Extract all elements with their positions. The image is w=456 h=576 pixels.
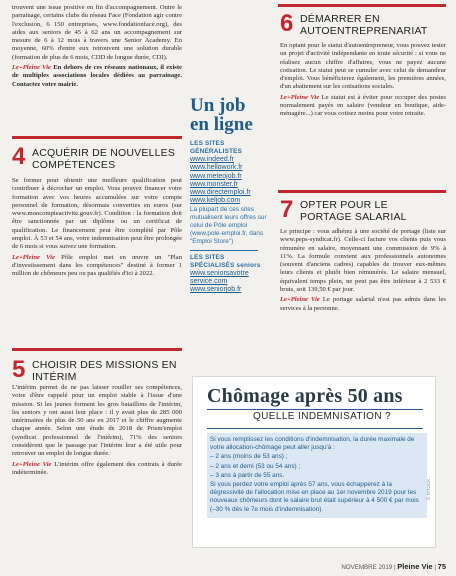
chomage-item: – 2 ans et demi (53 ou 54 ans) ; xyxy=(210,462,301,470)
page-footer xyxy=(341,562,446,571)
section-4-number: 4 xyxy=(12,143,26,170)
site-link-monster[interactable]: www.monster.fr xyxy=(190,180,238,188)
chomage-subtitle: QUELLE INDEMNISATION ? xyxy=(253,411,392,422)
section-5-tip xyxy=(12,461,182,478)
section-7-number: 7 xyxy=(280,196,294,223)
section-6-number: 6 xyxy=(280,10,294,37)
site-link-directemploi[interactable]: www.directemploi.fr xyxy=(190,189,251,197)
specialized-heading: LES SITES SPÉCIALISÉS seniors xyxy=(190,253,261,269)
section-5-tip-text: L'intérim offre également des contrats à durée indéterminée. xyxy=(12,460,182,476)
sidebar-divider xyxy=(190,250,258,251)
pleine-vie-tag: Le+Pleine Vie xyxy=(12,253,55,261)
section-6-title: DÉMARRER EN AUTOENTREPRENARIAT xyxy=(300,13,428,37)
site-link-seniorjob[interactable]: www.seniorjob.fr xyxy=(190,286,242,294)
section-7-title: OPTER POUR LE PORTAGE SALARIAL xyxy=(300,199,407,223)
section-6-bar xyxy=(278,4,446,7)
section-7-text: Le principe : vous adhérez à une société de portage (liste sur www.peps-syndicat.fr). Celle-ci facture vos clients puis vous rémunère en salaire, moyennant une commission de 9% à 11%. La formule convient aux professionnels autonomes (souvent d'anciens cadres) capables de trouver eux-mêmes leurs clients et plutôt bien rémunérés. Le salaire mensuel, équivalent temps plein, ne peut pas être inférieur à 2 533 € bruts, soit 139,50 € par jour. xyxy=(280,228,446,294)
site-link-seniorsavotreservice-1[interactable]: www.seniorsavotre xyxy=(190,269,249,277)
chomage-box xyxy=(192,376,436,548)
section-5-text: L'intérim permet de ne pas laisser rouiller ses compétences, voire d'être rappelé pour un emploi stable à l'issue d'une mission. Si les jeunes forment les gros bataillons de l'intérim, les seniors y ont aussi leur place : il y avait plus de 285 000 intérimaires de plus de 50 ans en 2017 et le chiffre augmente chaque année. Selon une étude de 2018 de Prism'emploi (syndicat professionnel de l'intérim), 71% des seniors considèrent que le passage par l'intérim leur a été utile pour retrouver un emploi de longue durée. xyxy=(12,384,182,458)
footer-divider: | xyxy=(434,564,438,571)
footer-date: NOVEMBRE 2019 xyxy=(341,564,393,571)
section-4-tip xyxy=(12,254,182,279)
chomage-body xyxy=(207,433,427,518)
pleine-vie-tag: Le+Pleine Vie xyxy=(12,460,52,468)
chomage-item: – 3 ans à partir de 55 ans. xyxy=(210,471,285,479)
section-7-tip xyxy=(280,296,446,313)
pleine-vie-tag: Le+Pleine Vie xyxy=(280,93,320,101)
site-link-seniorsavotreservice-2[interactable]: service.com xyxy=(190,278,228,286)
section-6-body xyxy=(280,42,446,121)
section-4-title: ACQUÉRIR DE NOUVELLES COMPÉTENCES xyxy=(32,147,176,171)
intro-tip xyxy=(12,64,182,89)
section-5-bar xyxy=(12,348,182,351)
photo-credit: © ISTOCK xyxy=(426,478,431,500)
site-link-keljob[interactable]: www.keljob.com xyxy=(190,197,241,205)
chomage-outro: Si vous perdez votre emploi après 57 ans, vous échapperez à la dégressivité de l'allocation mise en place au 1er novembre 2019 pour les nouveaux chômeurs dont le salaire brut était supérieur à 4 500 € par mois (–30 % dès le 7e mois d'indemnisation). xyxy=(210,481,419,513)
section-6-tip-text: Le statut est à éviter pour occuper des postes normalement payés en salaire (vendeur en boutique, aide-ménagère...) car vous cotisez moins pour votre retraite. xyxy=(280,93,446,118)
page-number: 75 xyxy=(437,562,446,571)
section-6-text: En optant pour le statut d'autoentrepreneur, vous pouvez tester un projet d'activité indépendante en toute sécurité : si vous ne réalisez aucun chiffre d'affaires, vous ne payez aucune cotisation. Le statut peut se cumuler avec celui de demandeur d'emploi. Vous bénéficierez également, les premières années, d'un abattement sur les cotisations sociales. xyxy=(280,42,446,91)
footer-divider: | xyxy=(393,564,398,571)
chomage-title: Chômage après 50 ans xyxy=(207,385,403,407)
sidebar-title-line2: en ligne xyxy=(190,114,253,135)
section-4-body xyxy=(12,177,182,281)
sidebar-title-line1: Un job xyxy=(190,95,246,116)
site-link-hellowork[interactable]: www.hellowork.fr xyxy=(190,164,243,172)
site-link-meteojob[interactable]: www.meteojob.fr xyxy=(190,172,242,180)
section-6-tip xyxy=(280,94,446,119)
pleine-vie-tag: Le+Pleine Vie xyxy=(12,64,51,72)
intro-tip-text: En dehors de ces réseaux nationaux, il existe de multiples associations locales dédiées au parrainage. Contactez votre mairie. xyxy=(12,64,182,88)
section-4-text: Se former pour obtenir une meilleure qualification peut contribuer à décrocher un emploi. Vous pouvez financer votre formation avec vos heures accumulées sur votre compte personnel de formation, désormais converties en euros (sur www.moncompteactivite.gouv.fr). Condition : la formation doit être sanctionnée par un diplôme ou un certificat de qualification. Le financement peut être complété par Pôle emploi. À 53 et 54 ans, votre indemnisation peut être prolongée de 6 mois si vous suivez une formation. xyxy=(12,177,182,251)
generalist-heading: LES SITES GÉNÉRALISTES xyxy=(190,140,243,155)
section-5-title: CHOISIR DES MISSIONS EN INTÉRIM xyxy=(32,359,177,383)
section-4-bar xyxy=(12,136,182,139)
section-5-number: 5 xyxy=(12,356,26,383)
section-4-tip-text: Pôle emploi met en œuvre un "Plan d'investissement dans les compétences" destiné à former 1 million de chômeurs peu ou pas qualifiés d'ici à 2022. xyxy=(12,253,182,278)
intro-paragraph: trouvent une issue positive en fin d'accompagnement. Outre le parrainage, certains clubs du réseau Face (Fondation agir contre l'exclusion, 6 150 entreprises, www.fondationface.org), des aides aux seniors de 45 à 62 ans un accompagnement sur mesure de 6 à 12 mois à travers une Senior Academy. En moyenne, 60% d'entre eux retrouvent une solution durable (formation de plus de 6 mois, CDD de longue durée, CDI). xyxy=(12,4,182,61)
pleine-vie-tag: Le+Pleine Vie xyxy=(280,296,320,304)
chomage-item: – 2 ans (moins de 53 ans) ; xyxy=(210,453,288,461)
job-sites-sidebar xyxy=(190,96,270,295)
site-link-indeed[interactable]: www.indeed.fr xyxy=(190,156,234,163)
intro-text xyxy=(12,4,182,91)
section-7-tip-text: Le portage salarial n'est pas admis dans les services à la personne. xyxy=(280,296,446,312)
footer-magazine: Pleine Vie xyxy=(397,562,433,571)
sidebar-title xyxy=(190,96,270,134)
chomage-intro: Si vous remplissez les conditions d'indemnisation, la durée maximale de votre allocation-chômage peut aller jusqu'à : xyxy=(210,436,415,452)
section-7-body xyxy=(280,228,446,315)
section-5-body xyxy=(12,384,182,479)
sidebar-note: La plupart de ces sites mutualisent leurs offres sur celui de Pôle emploi (www.pole-emploi.fr, dans "Emploi Store") xyxy=(190,205,267,245)
section-7-bar xyxy=(278,190,446,193)
